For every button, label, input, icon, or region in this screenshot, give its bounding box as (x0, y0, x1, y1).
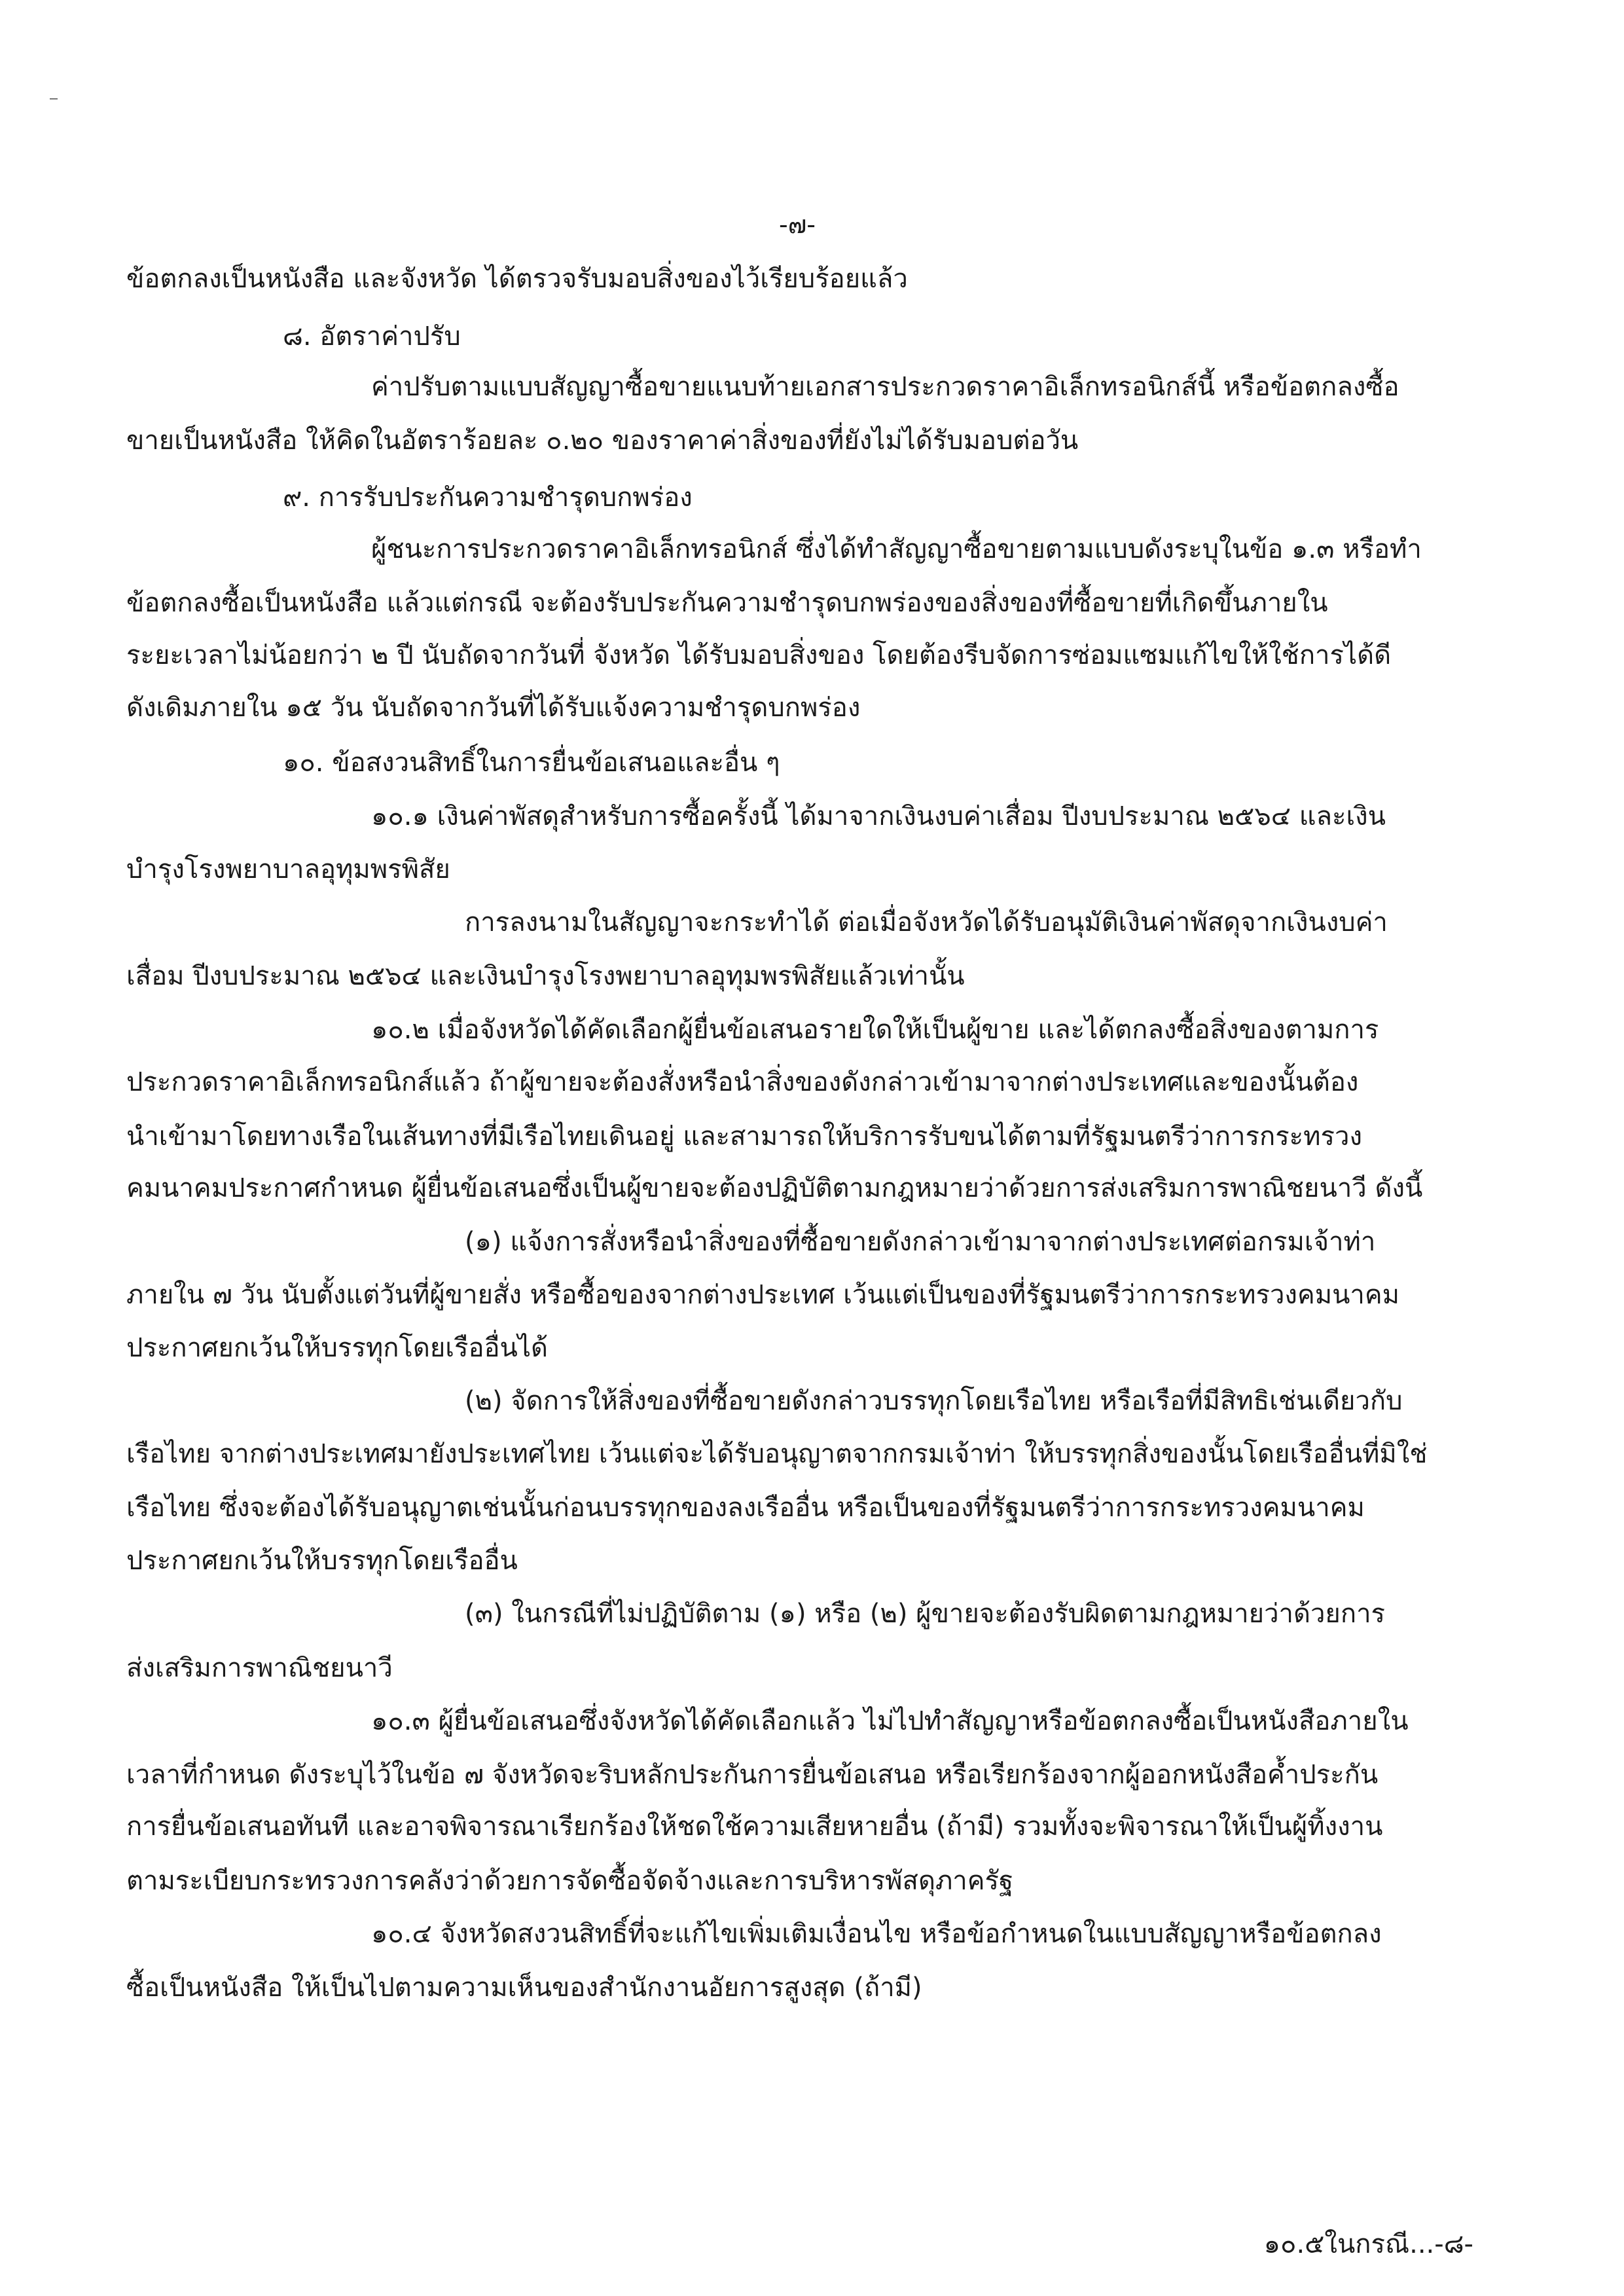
paragraph-line: ส่งเสริมการพาณิชยนาวี (126, 1653, 393, 1683)
page-number: -๗- (779, 210, 816, 239)
section-heading-8: ๘. อัตราค่าปรับ (283, 321, 461, 352)
paragraph-line: ๑๐.๑ เงินค่าพัสดุสำหรับการซื้อครั้งนี้ ได้มาจากเงินงบค่าเสื่อม ปีงบประมาณ ๒๕๖๔ และเงิน (371, 801, 1386, 831)
section-heading-9: ๙. การรับประกันความชำรุดบกพร่อง (283, 483, 693, 513)
paragraph-line: ๑๐.๒ เมื่อจังหวัดได้คัดเลือกผู้ยื่นข้อเสนอรายใดให้เป็นผู้ขาย และได้ตกลงซื้อสิ่งของตามการ (371, 1015, 1379, 1045)
paragraph-line: ข้อตกลงเป็นหนังสือ และจังหวัด ได้ตรวจรับมอบสิ่งของไว้เรียบร้อยแล้ว (126, 264, 908, 294)
paragraph-line: ๑๐.๓ ผู้ยื่นข้อเสนอซึ่งจังหวัดได้คัดเลือกแล้ว ไม่ไปทำสัญญาหรือข้อตกลงซื้อเป็นหนังสือภายใน (371, 1706, 1409, 1736)
paragraph-line: ๑๐.๔ จังหวัดสงวนสิทธิ์ที่จะแก้ไขเพิ่มเติมเงื่อนไข หรือข้อกำหนดในแบบสัญญาหรือข้อตกลง (371, 1919, 1382, 1949)
paragraph-line: ตามระเบียบกระทรวงการคลังว่าด้วยการจัดซื้อจัดจ้างและการบริหารพัสดุภาครัฐ (126, 1866, 1014, 1896)
paragraph-line: เวลาที่กำหนด ดังระบุไว้ในข้อ ๗ จังหวัดจะริบหลักประกันการยื่นข้อเสนอ หรือเรียกร้องจากผู้ออกหนังสือค้ำประกัน (126, 1760, 1379, 1790)
paragraph-line: บำรุงโรงพยาบาลอุทุมพรพิสัย (126, 854, 450, 884)
paragraph-line: ข้อตกลงซื้อเป็นหนังสือ แล้วแต่กรณี จะต้องรับประกันความชำรุดบกพร่องของสิ่งของที่ซื้อขายที่เกิดขึ้นภายใน (126, 588, 1328, 618)
paragraph-line: ประกาศยกเว้นให้บรรทุกโดยเรืออื่น (126, 1546, 518, 1576)
section-heading-10: ๑๐. ข้อสงวนสิทธิ์ในการยื่นข้อเสนอและอื่น ๆ (283, 748, 780, 778)
paragraph-line: ระยะเวลาไม่น้อยกว่า ๒ ปี นับถัดจากวันที่ จังหวัด ได้รับมอบสิ่งของ โดยต้องรีบจัดการซ่อมแซมแก้ไขให้ใช้การได้ดี (126, 640, 1392, 670)
paragraph-line: (๓) ในกรณีที่ไม่ปฏิบัติตาม (๑) หรือ (๒) ผู้ขายจะต้องรับผิดตามกฎหมายว่าด้วยการ (465, 1599, 1386, 1629)
scan-mark (50, 98, 58, 100)
paragraph-line: ค่าปรับตามแบบสัญญาซื้อขายแนบท้ายเอกสารประกวดราคาอิเล็กทรอนิกส์นี้ หรือข้อตกลงซื้อ (371, 372, 1399, 402)
paragraph-line: ดังเดิมภายใน ๑๕ วัน นับถัดจากวันที่ได้รับแจ้งความชำรุดบกพร่อง (126, 693, 861, 723)
paragraph-line: ขายเป็นหนังสือ ให้คิดในอัตราร้อยละ ๐.๒๐ ของราคาค่าสิ่งของที่ยังไม่ได้รับมอบต่อวัน (126, 426, 1079, 456)
paragraph-line: ซื้อเป็นหนังสือ ให้เป็นไปตามความเห็นของสำนักงานอัยการสูงสุด (ถ้ามี) (126, 1973, 922, 2003)
paragraph-line: นำเข้ามาโดยทางเรือในเส้นทางที่มีเรือไทยเดินอยู่ และสามารถให้บริการรับขนได้ตามที่รัฐมนตรีว่าการกระทรวง (126, 1121, 1363, 1152)
paragraph-line: ประกวดราคาอิเล็กทรอนิกส์แล้ว ถ้าผู้ขายจะต้องสั่งหรือนำสิ่งของดังกล่าวเข้ามาจากต่างประเทศและของนั้นต้อง (126, 1067, 1359, 1097)
paragraph-line: เสื่อม ปีงบประมาณ ๒๕๖๔ และเงินบำรุงโรงพยาบาลอุทุมพรพิสัยแล้วเท่านั้น (126, 961, 965, 991)
paragraph-line: (๑) แจ้งการสั่งหรือนำสิ่งของที่ซื้อขายดังกล่าวเข้ามาจากต่างประเทศต่อกรมเจ้าท่า (465, 1227, 1376, 1257)
paragraph-line: ภายใน ๗ วัน นับตั้งแต่วันที่ผู้ขายสั่ง หรือซื้อของจากต่างประเทศ เว้นแต่เป็นของที่รัฐมนตรีว่าการกระทรวงคมนาคม (126, 1280, 1400, 1310)
paragraph-line: (๒) จัดการให้สิ่งของที่ซื้อขายดังกล่าวบรรทุกโดยเรือไทย หรือเรือที่มีสิทธิเช่นเดียวกับ (465, 1386, 1403, 1416)
paragraph-line: ผู้ชนะการประกวดราคาอิเล็กทรอนิกส์ ซึ่งได้ทำสัญญาซื้อขายตามแบบดังระบุในข้อ ๑.๓ หรือทำ (371, 534, 1422, 564)
paragraph-line: เรือไทย ซึ่งจะต้องได้รับอนุญาตเช่นนั้นก่อนบรรทุกของลงเรืออื่น หรือเป็นของที่รัฐมนตรีว่าการกระทรวงคมนาคม (126, 1493, 1365, 1523)
paragraph-line: ประกาศยกเว้นให้บรรทุกโดยเรืออื่นได้ (126, 1333, 548, 1363)
page-continuation: ๑๐.๕ในกรณี...-๘- (1263, 2229, 1473, 2259)
paragraph-line: คมนาคมประกาศกำหนด ผู้ยื่นข้อเสนอซึ่งเป็นผู้ขายจะต้องปฏิบัติตามกฎหมายว่าด้วยการส่งเสริมการพาณิชยนาวี ดังนี้ (126, 1173, 1423, 1203)
paragraph-line: การยื่นข้อเสนอทันที และอาจพิจารณาเรียกร้องให้ชดใช้ความเสียหายอื่น (ถ้ามี) รวมทั้งจะพิจารณาให้เป็นผู้ทิ้งงาน (126, 1812, 1383, 1842)
paragraph-line: การลงนามในสัญญาจะกระทำได้ ต่อเมื่อจังหวัดได้รับอนุมัติเงินค่าพัสดุจากเงินงบค่า (465, 907, 1388, 938)
paragraph-line: เรือไทย จากต่างประเทศมายังประเทศไทย เว้นแต่จะได้รับอนุญาตจากกรมเจ้าท่า ให้บรรทุกสิ่งของนั้นโดยเรืออื่นที่มิใช่ (126, 1439, 1428, 1469)
